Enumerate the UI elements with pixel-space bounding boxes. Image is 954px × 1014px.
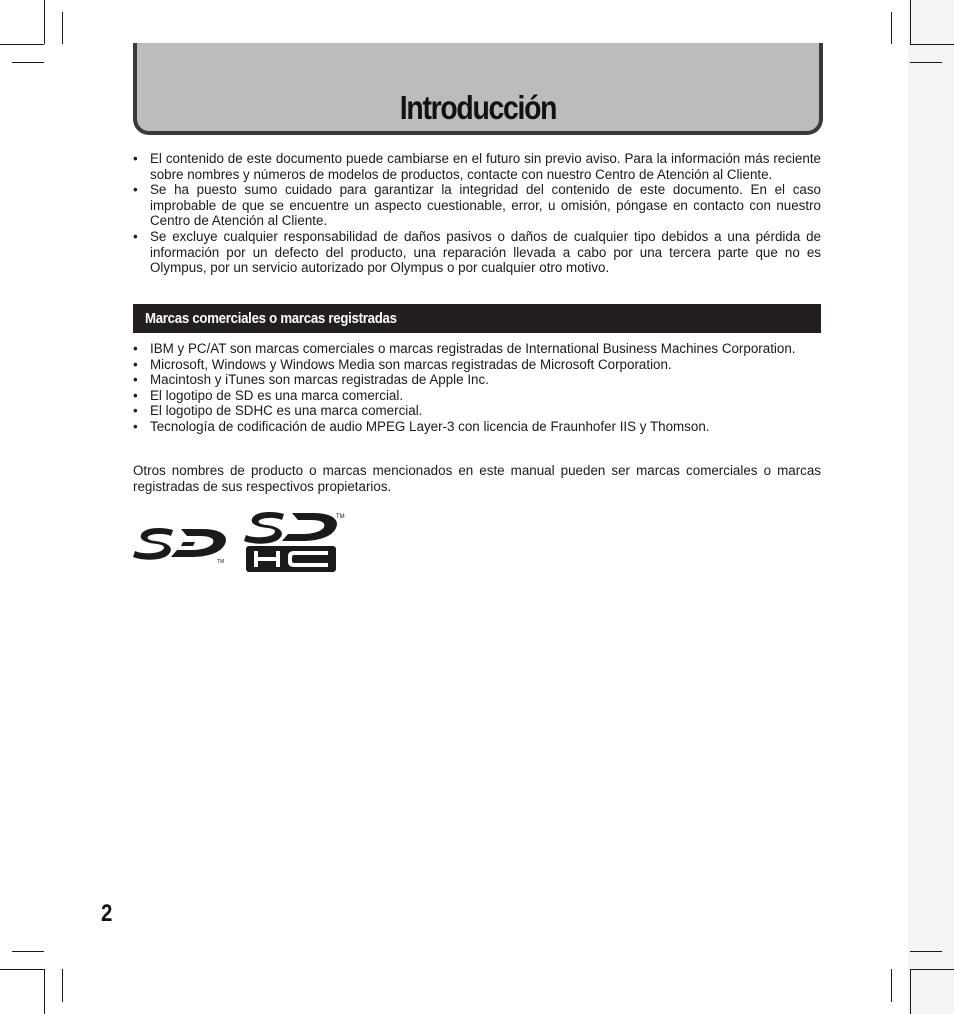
bullet-marker: • [133,228,138,244]
bullet-marker: • [133,151,138,166]
page-number: 2 [101,900,113,927]
bullet-marker: • [133,403,138,419]
bullet-marker: • [133,356,138,372]
tm-mark: TM [336,514,345,520]
bullet-text: El logotipo de SD es una marca comercial. [150,387,404,403]
bullet-text: IBM y PC/AT son marcas comerciales o marcas registradas de International Business Machines Corporation. [150,341,796,356]
sdhc-logo [244,510,348,574]
bullet-text: Se excluye cualquier responsabilidad de daños pasivos o daños de cualquier tipo debidos a una pérdida de información por un defecto del producto, una reparación llevada a cabo por una tercera parte que no es Olympus, por un servicio autorizado por Olympus o por cualquier otro motivo. [150,228,821,276]
chapter-title: Introducción [399,89,557,126]
bullet-marker: • [133,341,138,356]
bullet-text: El contenido de este documento puede cambiarse en el futuro sin previo aviso. Para la información más reciente sobre nombres y números de modelos de productos, contacte con nuestro Centro de Atención al Cliente. [150,151,821,182]
bullet-text: Microsoft, Windows y Windows Media son marcas registradas de Microsoft Corporation. [150,356,672,372]
bullet-marker: • [133,182,138,198]
closing-paragraph: Otros nombres de producto o marcas mencionados en este manual pueden ser marcas comerciales o marcas registradas de sus respectivos propietarios. [133,463,821,494]
bullet-text: El logotipo de SDHC es una marca comercial. [150,403,423,419]
page-edge-strip [908,0,954,1014]
section-header-bar [133,304,821,333]
list-item [133,182,821,229]
list-item [133,388,821,404]
list-item [133,341,821,357]
section-title: Marcas comerciales o marcas registradas [145,310,397,327]
bullet-marker: • [133,387,138,403]
list-item [133,372,821,388]
bullet-text: Se ha puesto sumo cuidado para garantizar la integridad del contenido de este documento. En el caso improbable de que se encuentre un aspecto cuestionable, error, u omisión, póngase en contacto con nuestro Centro de Atención al Cliente. [150,182,821,229]
bullet-marker: • [133,418,138,434]
tm-mark: TM [217,559,225,564]
list-item [133,419,821,435]
list-item [133,151,821,182]
intro-bullet-list [133,151,821,276]
sd-logo [133,524,229,564]
bullet-marker: • [133,372,138,388]
trademark-bullet-list [133,341,821,435]
chapter-header [133,43,823,135]
list-item [133,403,821,419]
list-item [133,357,821,373]
bullet-text: Macintosh y iTunes son marcas registradas de Apple Inc. [150,372,489,388]
list-item [133,229,821,276]
bullet-text: Tecnología de codificación de audio MPEG Layer-3 con licencia de Fraunhofer IIS y Thomson. [150,418,710,434]
